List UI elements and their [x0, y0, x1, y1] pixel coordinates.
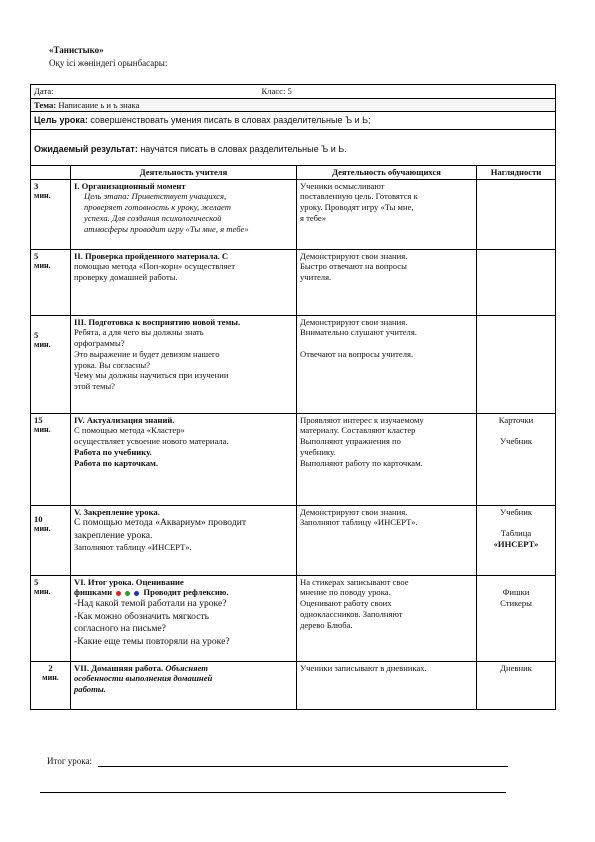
stage-time: 3 — [34, 180, 39, 191]
result-value: научатся писать в словах разделительные Ъ и Ь. — [140, 143, 347, 154]
table-row: 15 мин. IV. Актуализация знаний. С помощью метода «Кластер» осуществляет усвоение нового материала. Работа по учебнику. Работа по карточкам. Проявляют интерес к изучаемому материалу. Составляют кластер Выполняют упражнения по учебнику. Выполняют работу по карточкам. Карточки Учебник — [31, 413, 556, 505]
column-header-row — [31, 165, 556, 179]
lesson-plan-table — [30, 84, 556, 710]
table-row: 5 мин. VI. Итог урока. Оценивание фишками Проводит рефлексию. -Над какой темой работали на уроке? -Как можно обозначить мягкость согласного на письме? -Какие еще темы повторяли на уроке? На стикерах записывают свое мнение по поводу урока. Оценивают работу своих одноклассников. Заполняют дерево Блюба. Фишки Стикеры — [31, 575, 556, 661]
column-header-teacher: Деятельность учителя — [71, 165, 297, 179]
goal-row — [31, 112, 556, 129]
table-row: 5 мин. II. Проверка пройденного материала. С помощью метода «Поп-корн» осуществляет проверку домашней работы. Демонстрируют свои знания. Быстро отвечают на вопросы учителя. — [31, 249, 556, 315]
table-row: 5 мин. III. Подготовка к восприятию новой темы. Ребята, а для чего вы должны знать орфограммы? Это выражение и будет девизом нашего урока. Вы согласны? Чему мы должны научиться при изучении этой темы? Демонстрируют свои знания. Внимательно слушают учителя. Отвечают на вопросы учителя. — [31, 315, 556, 413]
green-chip-icon — [125, 591, 130, 596]
header-line-2: Оқу ісі жөніндегі орынбасары: — [49, 58, 168, 68]
blue-chip-icon — [134, 591, 139, 596]
date-row — [31, 85, 556, 99]
topic-label: Тема: — [34, 99, 57, 110]
red-chip-icon — [116, 591, 121, 596]
lesson-summary-label: Итог урока: — [47, 756, 92, 766]
stage-title: I. Организационный момент — [74, 180, 186, 191]
topic-value: Написание ь и ъ знака — [58, 99, 140, 110]
column-header-students: Деятельность обучающихся — [297, 165, 477, 179]
table-row: 10 мин. V. Закрепление урока. С помощью метода «Аквариум» проводит закрепление урока. Заполняют таблицу «ИНСЕРТ». Демонстрируют свои знания. Заполняют таблицу «ИНСЕРТ». Учебник Таблица «ИНСЕРТ» — [31, 505, 556, 575]
goal-label: Цель урока: — [34, 115, 88, 126]
summary-line-2 — [40, 792, 506, 793]
stage-unit: мин. — [34, 191, 51, 201]
header-line-1: «Танистыко» — [49, 45, 104, 55]
topic-row — [31, 98, 556, 112]
class-label: Класс: 5 — [261, 86, 292, 96]
stage-title: V. Закрепление урока. — [74, 506, 160, 517]
goal-value: совершенствовать умения писать в словах разделительные Ъ и Ь; — [90, 115, 371, 126]
result-row — [31, 129, 556, 165]
stage-title: VI. Итог урока. Оценивание — [74, 576, 184, 587]
stage-title: III. Подготовка к восприятию новой темы. — [74, 316, 241, 327]
stage-title: II. Проверка пройденного материала. С — [74, 250, 229, 261]
table-row — [31, 179, 556, 249]
students-text: Ученики осмысливают поставленную цель. Готовятся к уроку. Проводят игру «Ты мне, я тебе» — [297, 179, 477, 249]
column-header-visuals: Наглядности — [477, 165, 556, 179]
date-label: Дата: — [34, 86, 54, 96]
result-label: Ожидаемый результат: — [34, 143, 138, 154]
stage-title: IV. Актуализация знаний. — [74, 414, 175, 425]
table-row: 2 мин. VII. Домашняя работа. Объясняет особенности выполнения домашней работы. Ученики записывают в дневниках. Дневник — [31, 661, 556, 709]
teacher-text: Цель этапа: Приветствует учащихся, проверяет готовность к уроку, желает успеха. Для создания психологической атмосферы проводит игру «Ты мне, я тебе» — [84, 191, 249, 234]
summary-line-1 — [98, 766, 508, 767]
